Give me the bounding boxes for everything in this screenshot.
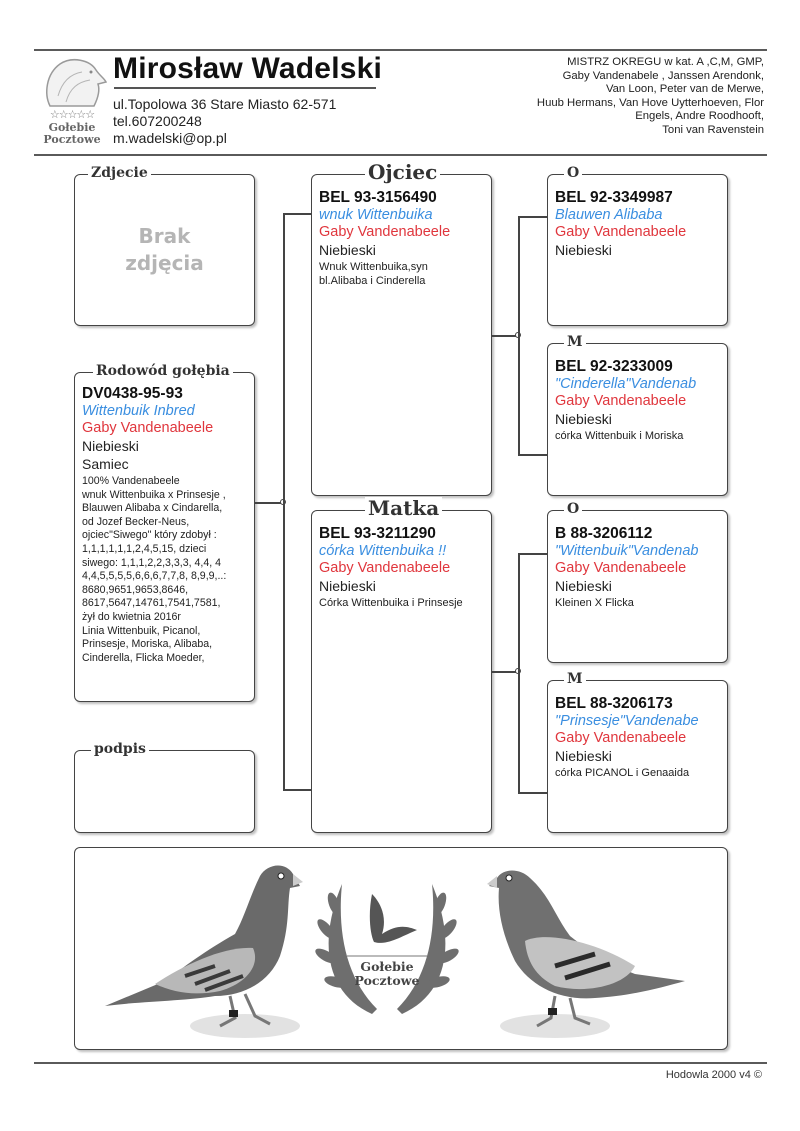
subject-sex: Samiec <box>82 456 129 472</box>
grandparent-color: Niebieski <box>555 748 612 764</box>
grandparent-box-mother-mother <box>547 671 728 833</box>
no-photo-placeholder <box>75 223 254 277</box>
grandparent-box-father-father <box>547 165 728 326</box>
grandparent-legend: M <box>564 333 586 351</box>
mother-name: córka Wittenbuika !! <box>319 543 447 559</box>
grandparent-legend: M <box>564 670 586 688</box>
connector-to-mf <box>518 553 547 555</box>
grandparent-box-father-mother <box>547 334 728 496</box>
grandparent-notes: Kleinen X Flicka <box>555 597 634 609</box>
subject-box <box>74 363 255 702</box>
subject-breeder: Gaby Vandenabeele <box>82 420 214 436</box>
footer-rule <box>34 1062 767 1064</box>
connector-father-vertical <box>518 216 520 455</box>
grandparent-details <box>555 694 723 781</box>
photo-legend: Zdjecie <box>88 164 151 182</box>
grandparent-name: Blauwen Alibaba <box>555 207 663 223</box>
owner-email[interactable]: m.wadelski@op.pl <box>113 130 227 146</box>
grandparent-legend: O <box>564 500 582 518</box>
mother-box <box>311 496 492 833</box>
grandparent-name: "Wittenbuik"Vandenab <box>555 543 699 559</box>
grandparent-ring: BEL 92-3233009 <box>555 358 673 375</box>
owner-phone: tel.607200248 <box>113 113 202 129</box>
laurel-wreath-emblem-icon <box>312 864 462 1029</box>
grandparent-details <box>555 357 723 444</box>
mother-ring: BEL 93-3211290 <box>319 525 436 542</box>
grandparent-breeder: Gaby Vandenabeele <box>555 560 687 576</box>
subject-color: Niebieski <box>82 438 139 454</box>
owner-address: ul.Topolowa 36 Stare Miasto 62-571 <box>113 96 337 112</box>
header-top-rule <box>34 49 767 51</box>
father-legend: Ojciec <box>365 161 440 183</box>
signature-legend: podpis <box>91 740 149 758</box>
connector-to-mother <box>283 789 311 791</box>
grandparent-ring: BEL 92-3349987 <box>555 189 673 206</box>
subject-notes: 100% Vandenabeele wnuk Wittenbuika x Prinsesje , Blauwen Alibaba x Cindarella, od Jozef Becker-Neus, ojciec"Siwego" który zdobył : 1,1,1,1,1,1,2,4,5,15, dzieci siwego: 1,1,1,2,2,3,3,3, 4,4, 4 4,4,5,5,5,5,6,6,6,7,7,8, 8,9,9,..: 8680,9651,9653,8646, 8617,5647,14761,7541,7581, żył do kwietnia 2016r Linia Wittenbuik, Picanol, Prinsesje, Moriska, Alibaba, Cinderella, Flicka Moeder, <box>82 475 227 664</box>
father-notes: Wnuk Wittenbuika,syn bl.Alibaba i Cinderella <box>319 261 428 287</box>
club-logo <box>36 56 108 148</box>
subject-name: Wittenbuik Inbred <box>82 403 195 419</box>
emblem-text-line1: Gołebie <box>360 959 414 974</box>
grandparent-name: "Cinderella"Vandenab <box>555 376 697 392</box>
grandparent-color: Niebieski <box>555 411 612 427</box>
grandparent-breeder: Gaby Vandenabeele <box>555 393 687 409</box>
connector-subject <box>255 502 283 504</box>
grandparent-legend: O <box>564 164 582 182</box>
grandparent-notes: córka PICANOL i Genaaida <box>555 767 690 779</box>
no-photo-line2: zdjęcia <box>125 251 204 275</box>
subject-legend: Rodowód gołębia <box>93 362 233 380</box>
signature-box[interactable] <box>74 741 255 833</box>
owner-titles <box>474 56 764 138</box>
grandparent-notes: córka Wittenbuik i Moriska <box>555 430 684 442</box>
grandparent-details <box>555 524 723 611</box>
banner-box <box>74 847 728 1050</box>
mother-details <box>319 524 487 611</box>
pigeon-right-icon <box>485 856 695 1041</box>
logo-text-line2: Pocztowe <box>43 133 101 146</box>
mother-notes: Córka Wittenbuika i Prinsesje <box>319 597 463 609</box>
grandparent-ring: B 88-3206112 <box>555 525 653 542</box>
pigeon-head-icon <box>36 56 108 108</box>
mother-breeder: Gaby Vandenabeele <box>319 560 451 576</box>
no-photo-line1: Brak <box>138 224 191 248</box>
connector-to-mm <box>518 792 547 794</box>
emblem-text <box>312 960 462 988</box>
logo-stars: ☆☆☆☆☆ <box>49 109 95 121</box>
header-bottom-rule <box>34 154 767 156</box>
connector-mother-vertical <box>518 553 520 793</box>
connector-to-ff <box>518 216 547 218</box>
owner-name: Mirosław Wadelski <box>113 52 383 85</box>
grandparent-name: "Prinsesje"Vandenabe <box>555 713 699 729</box>
pigeon-left-icon <box>95 856 305 1041</box>
footer-credit: Hodowla 2000 v4 © <box>665 1069 762 1081</box>
father-details <box>319 188 487 288</box>
grandparent-breeder: Gaby Vandenabeele <box>555 730 687 746</box>
connector-parents-vertical <box>283 213 285 790</box>
mother-legend: Matka <box>365 497 442 519</box>
father-name: wnuk Wittenbuika <box>319 207 433 223</box>
connector-to-fm <box>518 454 547 456</box>
father-breeder: Gaby Vandenabeele <box>319 224 451 240</box>
grandparent-breeder: Gaby Vandenabeele <box>555 224 687 240</box>
grandparent-details <box>555 188 723 261</box>
connector-to-father <box>283 213 311 215</box>
grandparent-color: Niebieski <box>555 242 612 258</box>
owner-name-underline <box>114 87 376 89</box>
grandparent-box-mother-father <box>547 501 728 663</box>
father-box <box>311 160 492 496</box>
emblem-text-line2: Pocztowe <box>354 973 420 988</box>
subject-details <box>82 384 250 665</box>
father-color: Niebieski <box>319 242 376 258</box>
logo-text-line1: Gołebie <box>48 121 96 134</box>
photo-box[interactable] <box>74 165 255 326</box>
grandparent-ring: BEL 88-3206173 <box>555 695 673 712</box>
father-ring: BEL 93-3156490 <box>319 189 437 206</box>
subject-ring: DV0438-95-93 <box>82 385 183 402</box>
owner-titles-text: MISTRZ OKREGU w kat. A ,C,M, GMP, Gaby Vandenabele , Janssen Arendonk, Van Loon, Peter van de Merwe, Huub Hermans, Van Hove Uytterhoeven, Flor Engels, Andre Roodhooft, Toni van Ravenstein <box>536 56 764 136</box>
grandparent-color: Niebieski <box>555 578 612 594</box>
mother-color: Niebieski <box>319 578 376 594</box>
